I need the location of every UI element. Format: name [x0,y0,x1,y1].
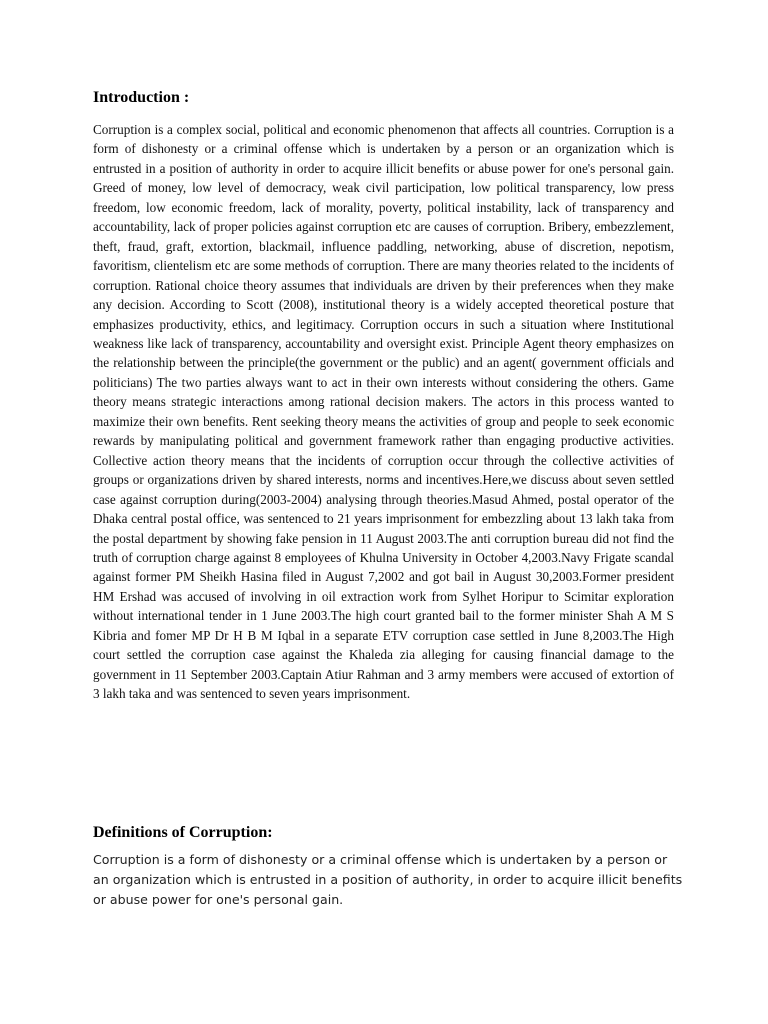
introduction-paragraph: Corruption is a complex social, political and economic phenomenon that affects all countries. Corruption is a form of dishonesty or a criminal offense which is undertaken by a person or an organization which is entrusted in a position of authority in order to acquire illicit benefits or abuse power for one's personal gain. Greed of money, low level of democracy, weak civil participation, low political transparency, low press freedom, low economic freedom, lack of morality, poverty, political instability, lack of transparency and accountability, lack of proper policies against corruption etc are causes of corruption. Bribery, embezzlement, theft, fraud, graft, extortion, blackmail, influence paddling, networking, abuse of discretion, nepotism, favoritism, clientelism etc are some methods of corruption. There are many theories related to the incidents of corruption. Rational choice theory assumes that individuals are driven by their preferences when they make any decision. According to Scott (2008), institutional theory is a widely accepted theoretical posture that emphasizes productivity, ethics, and legitimacy. Corruption occurs in such a situation where Institutional weakness like lack of transparency, accountability and oversight exist. Principle Agent theory emphasizes on the relationship between the principle(the government or the public) and an agent( government officials and politicians) The two parties always want to act in their own interests without considering the others. Game theory means strategic interactions among rational decision makers. The actors in this process wanted to maximize their own benefits. Rent seeking theory means the activities of group and people to seek economic rewards by manipulating political and government framework rather than engaging productive activities. Collective action theory means that the incidents of corruption occur through the collective activities of groups or organizations driven by shared interests, norms and incentives.Here,we discuss about seven settled case against corruption during(2003-2004) analysing through theories.Masud Ahmed, postal operator of the Dhaka central postal office, was sentenced to 21 years imprisonment for embezzling about 13 lakh taka from the postal department by showing fake pension in 11 August 2003.The anti corruption bureau did not find the truth of corruption charge against 8 employees of Khulna University in October 4,2003.Navy Frigate scandal against former PM Sheikh Hasina filed in August 7,2002 and got bail in August 30,2003.Former president HM Ershad was accused of involving in oil extraction work from Sylhet Horipur to Scimitar exploration without international tender in 1 June 2003.The high court granted bail to the former minister Shah A M S Kibria and fomer MP Dr H B M Iqbal in a separate ETV corruption case settled in June 8,2003.The High court settled the corruption case against the Khaleda zia alleging for causing financial damage to the government in 11 September 2003.Captain Atiur Rahman and 3 army members were accused of extortion of 3 lakh taka and was sentenced to seven years imprisonment. [93,122,674,702]
introduction-heading: Introduction : [93,89,190,106]
definitions-paragraph: Corruption is a form of dishonesty or a criminal offense which is undertaken by a person or an organization which is entrusted in a position of authority, in order to acquire illicit benefits or abuse power for one's personal gain. [93,852,683,907]
definitions-heading: Definitions of Corruption: [93,824,273,841]
